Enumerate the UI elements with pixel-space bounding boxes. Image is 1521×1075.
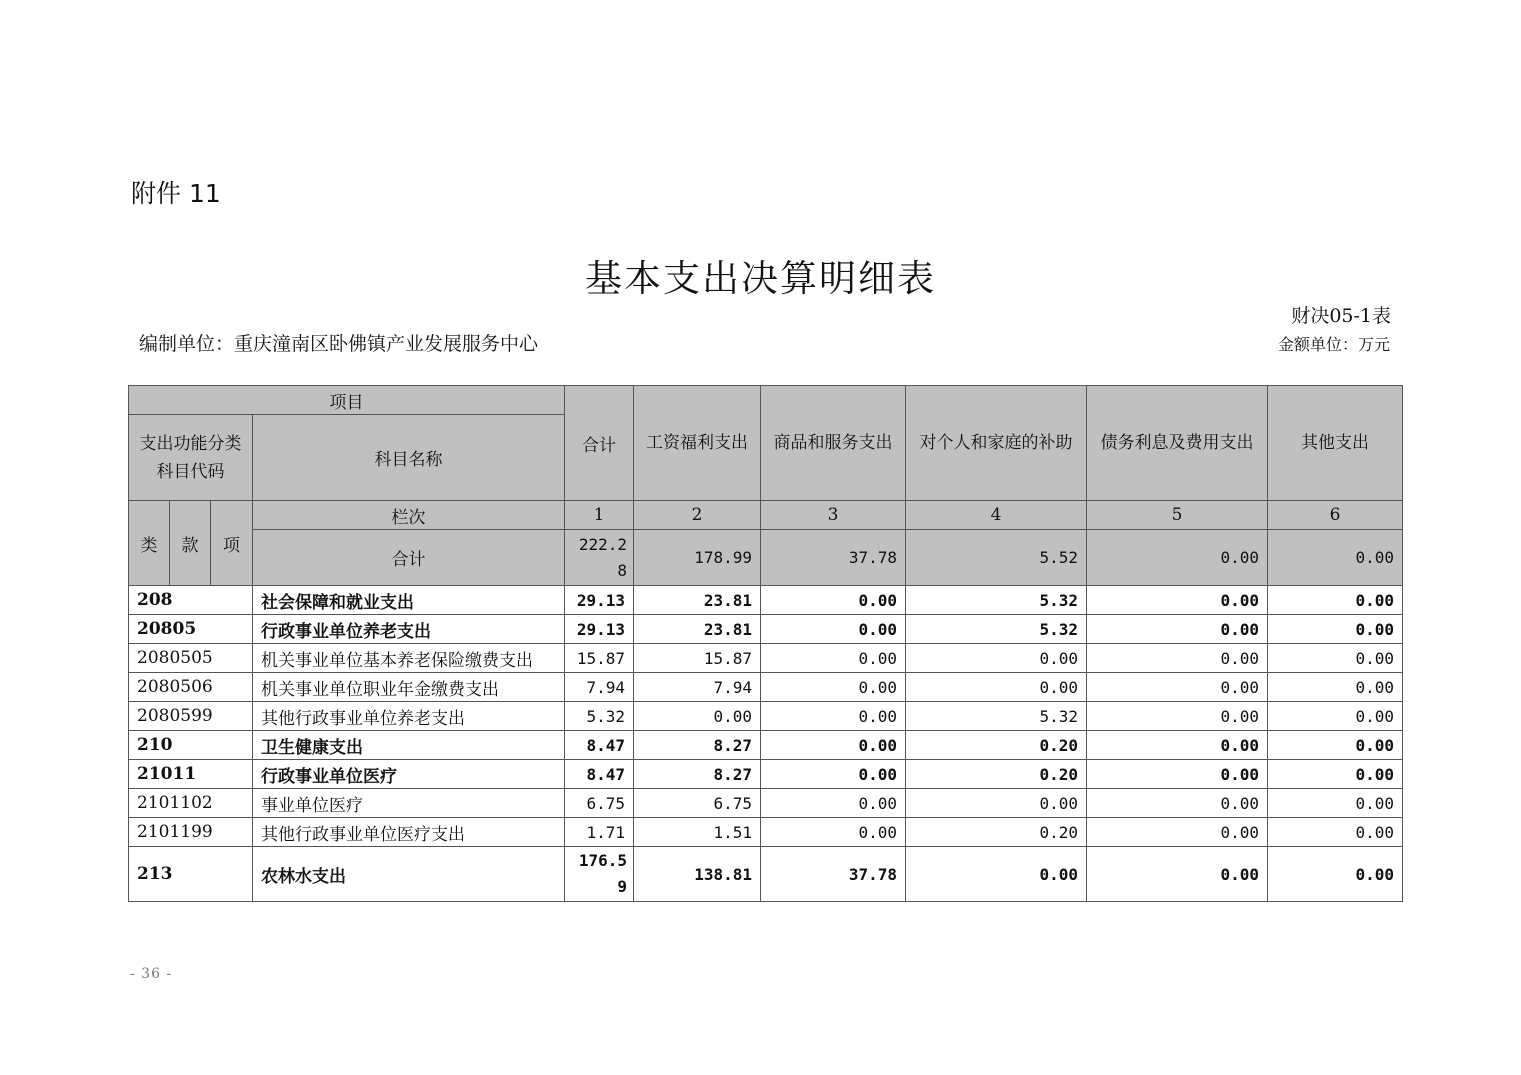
row-code: 2080505: [129, 644, 253, 673]
row-value: 0.00: [1087, 789, 1268, 818]
total-cell: 222.28: [565, 530, 634, 586]
row-value: 1.51: [634, 818, 761, 847]
page-number: - 36 -: [130, 966, 173, 982]
row-value: 0.00: [1268, 702, 1403, 731]
table-row: [129, 847, 1403, 902]
row-value: 0.00: [761, 644, 906, 673]
header-total: 合计: [565, 386, 634, 501]
row-value: 15.87: [565, 644, 634, 673]
row-value: 176.59: [565, 847, 634, 902]
sum-label: 合计: [253, 530, 565, 586]
header-lei: 类: [129, 501, 170, 586]
total-cell: 37.78: [761, 530, 906, 586]
table-row: [129, 760, 1403, 789]
row-value: 0.00: [1268, 673, 1403, 702]
row-code: 208: [129, 586, 253, 615]
table-row: [129, 673, 1403, 702]
row-value: 7.94: [565, 673, 634, 702]
expenditure-table: [128, 385, 1403, 902]
header-salary-welfare: 工资福利支出: [634, 386, 761, 501]
row-code: 2080599: [129, 702, 253, 731]
row-value: 0.00: [1268, 789, 1403, 818]
row-value: 0.00: [1268, 644, 1403, 673]
row-code: 20805: [129, 615, 253, 644]
col-num-3: 3: [761, 501, 906, 530]
row-name: 机关事业单位基本养老保险缴费支出: [253, 644, 565, 673]
row-value: 6.75: [565, 789, 634, 818]
total-cell: 5.52: [906, 530, 1087, 586]
row-value: 0.00: [761, 818, 906, 847]
row-value: 37.78: [761, 847, 906, 902]
compiling-unit: 编制单位：重庆潼南区卧佛镇产业发展服务中心: [139, 333, 539, 355]
row-value: 5.32: [906, 615, 1087, 644]
row-name: 卫生健康支出: [253, 731, 565, 760]
header-other: 其他支出: [1268, 386, 1403, 501]
row-value: 23.81: [634, 615, 761, 644]
header-debt-interest: 债务利息及费用支出: [1087, 386, 1268, 501]
row-value: 7.94: [634, 673, 761, 702]
row-value: 0.00: [761, 789, 906, 818]
table-row: [129, 818, 1403, 847]
table-header: [129, 386, 1403, 586]
row-name: 社会保障和就业支出: [253, 586, 565, 615]
row-value: 8.47: [565, 731, 634, 760]
row-value: 29.13: [565, 586, 634, 615]
row-value: 15.87: [634, 644, 761, 673]
row-value: 0.00: [1087, 673, 1268, 702]
row-value: 0.20: [906, 818, 1087, 847]
row-value: 0.00: [906, 847, 1087, 902]
row-value: 5.32: [565, 702, 634, 731]
row-value: 0.00: [761, 760, 906, 789]
row-value: 0.00: [1087, 702, 1268, 731]
row-value: 0.20: [906, 760, 1087, 789]
row-value: 0.00: [1087, 644, 1268, 673]
row-name: 事业单位医疗: [253, 789, 565, 818]
total-cell: 0.00: [1087, 530, 1268, 586]
row-value: 0.00: [761, 702, 906, 731]
page-title: 基本支出决算明细表: [585, 257, 936, 300]
row-code: 21011: [129, 760, 253, 789]
row-value: 0.00: [634, 702, 761, 731]
row-value: 8.27: [634, 731, 761, 760]
header-column-order: 栏次: [253, 501, 565, 530]
row-value: 8.47: [565, 760, 634, 789]
row-name: 其他行政事业单位养老支出: [253, 702, 565, 731]
table-row: [129, 586, 1403, 615]
row-name: 机关事业单位职业年金缴费支出: [253, 673, 565, 702]
table-row: [129, 702, 1403, 731]
row-code: 210: [129, 731, 253, 760]
row-value: 0.00: [1087, 615, 1268, 644]
table-row: [129, 789, 1403, 818]
row-value: 0.00: [1268, 586, 1403, 615]
row-code: 2101199: [129, 818, 253, 847]
total-cell: 0.00: [1268, 530, 1403, 586]
row-value: 0.00: [906, 673, 1087, 702]
table-row: [129, 731, 1403, 760]
col-num-6: 6: [1268, 501, 1403, 530]
row-value: 5.32: [906, 702, 1087, 731]
row-value: 8.27: [634, 760, 761, 789]
row-code: 2080506: [129, 673, 253, 702]
header-kuan: 款: [170, 501, 211, 586]
header-subject-name: 科目名称: [253, 415, 565, 501]
row-value: 0.00: [1268, 818, 1403, 847]
row-value: 0.00: [761, 586, 906, 615]
row-value: 0.20: [906, 731, 1087, 760]
row-value: 0.00: [1087, 847, 1268, 902]
attachment-label: 附件 11: [131, 179, 221, 208]
table-row: [129, 644, 1403, 673]
table-body: [129, 586, 1403, 902]
header-func-code: 支出功能分类科目代码: [129, 415, 253, 501]
row-name: 其他行政事业单位医疗支出: [253, 818, 565, 847]
row-value: 5.32: [906, 586, 1087, 615]
header-item: 项目: [129, 386, 565, 415]
col-num-5: 5: [1087, 501, 1268, 530]
row-value: 0.00: [1268, 847, 1403, 902]
row-name: 行政事业单位养老支出: [253, 615, 565, 644]
row-value: 0.00: [1268, 615, 1403, 644]
col-num-1: 1: [565, 501, 634, 530]
header-goods-services: 商品和服务支出: [761, 386, 906, 501]
row-value: 0.00: [906, 644, 1087, 673]
header-xiang: 项: [211, 501, 253, 586]
total-cell: 178.99: [634, 530, 761, 586]
row-value: 138.81: [634, 847, 761, 902]
row-value: 29.13: [565, 615, 634, 644]
row-value: 0.00: [1087, 818, 1268, 847]
row-value: 0.00: [1087, 731, 1268, 760]
row-code: 213: [129, 847, 253, 902]
form-code: 财决05-1表: [1291, 305, 1391, 327]
row-name: 行政事业单位医疗: [253, 760, 565, 789]
row-value: 0.00: [761, 673, 906, 702]
amount-unit: 金额单位：万元: [1277, 335, 1390, 354]
row-value: 0.00: [1087, 586, 1268, 615]
row-name: 农林水支出: [253, 847, 565, 902]
col-num-2: 2: [634, 501, 761, 530]
row-value: 23.81: [634, 586, 761, 615]
row-code: 2101102: [129, 789, 253, 818]
row-value: 6.75: [634, 789, 761, 818]
header-household-subsidy: 对个人和家庭的补助: [906, 386, 1087, 501]
table-row: [129, 615, 1403, 644]
row-value: 0.00: [1268, 760, 1403, 789]
row-value: 0.00: [1087, 760, 1268, 789]
row-value: 0.00: [761, 731, 906, 760]
row-value: 0.00: [761, 615, 906, 644]
row-value: 0.00: [1268, 731, 1403, 760]
row-value: 1.71: [565, 818, 634, 847]
col-num-4: 4: [906, 501, 1087, 530]
row-value: 0.00: [906, 789, 1087, 818]
